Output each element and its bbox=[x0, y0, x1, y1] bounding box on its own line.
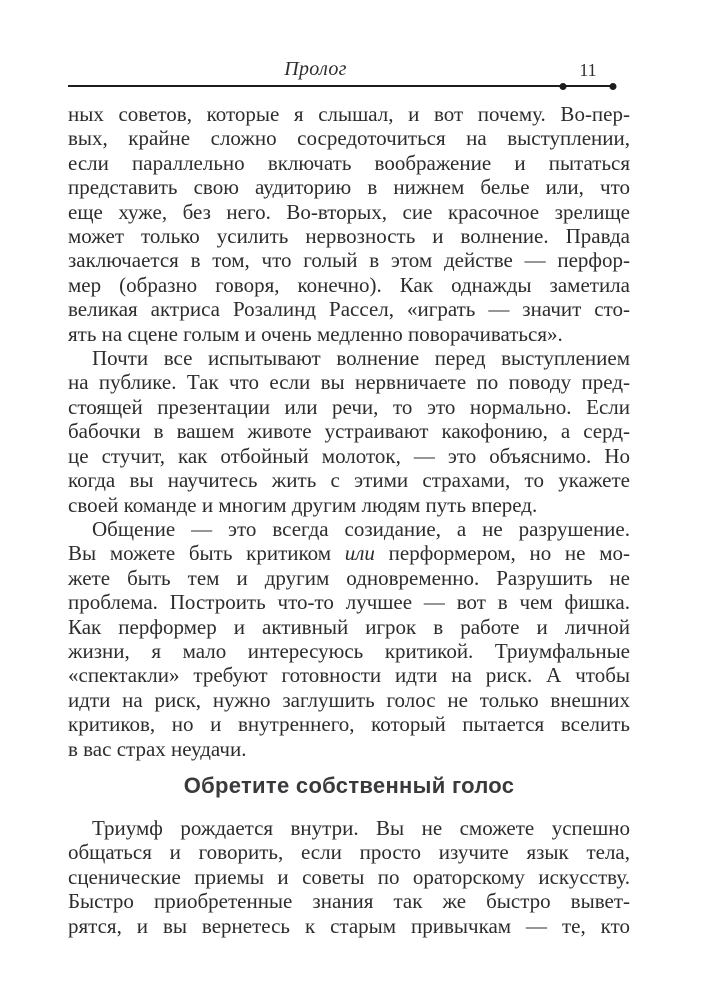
rule-dot-left bbox=[560, 83, 567, 90]
text-line: великая актриса Розалинд Рассел, «играть — значит сто- bbox=[68, 297, 630, 322]
text-line: рятся, и вы вернетесь к старым привычкам — те, кто bbox=[68, 913, 630, 938]
text-line: це стучит, как отбойный молоток, — это объяснимо. Но bbox=[68, 443, 630, 468]
paragraph bbox=[68, 816, 630, 938]
text-line: Почти все испытывают волнение перед выступлением bbox=[92, 346, 630, 371]
text-line: жете быть тем и другим одновременно. Разрушить не bbox=[68, 565, 630, 590]
text-line: критиков, но и внутреннего, который пытается вселить bbox=[68, 712, 630, 737]
text-line: может только усилить нервозность и волнение. Правда bbox=[68, 224, 630, 249]
text-line: «спектакли» требуют готовности идти на риск. А чтобы bbox=[68, 663, 630, 688]
paragraph bbox=[68, 346, 630, 517]
text-line: заключается в том, что голый в этом действе — перфор- bbox=[68, 248, 630, 273]
text-line: общаться и говорить, если просто изучите язык тела, bbox=[68, 840, 630, 865]
page-body bbox=[68, 102, 630, 938]
rule-dot-right bbox=[610, 83, 617, 90]
text-line: сценические приемы и советы по ораторскому искусству. bbox=[68, 864, 630, 889]
text-line: представить свою аудиторию в нижнем белье или, что bbox=[68, 175, 630, 200]
text-line: ять на сцене голым и очень медленно поворачиваться». bbox=[68, 321, 563, 346]
text-line: мер (образно говоря, конечно). Как однажды заметила bbox=[68, 272, 630, 297]
page-header bbox=[68, 54, 613, 87]
text-line: ных советов, которые я слышал, и вот почему. Во-пер- bbox=[68, 102, 630, 126]
text-line: если параллельно включать воображение и пытаться bbox=[68, 150, 630, 175]
page-number: 11 bbox=[579, 60, 597, 80]
text-line: Быстро приобретенные знания так же быстро вывет- bbox=[68, 889, 630, 914]
section-heading: Обретите собственный голос bbox=[183, 772, 515, 798]
text-line: жизни, я мало интересуюсь критикой. Триумфальные bbox=[68, 638, 630, 663]
text-line: Триумф рождается внутри. Вы не сможете успешно bbox=[92, 815, 630, 840]
text-line: Как перформер и активный игрок в работе и личной bbox=[68, 614, 630, 639]
text-line: своей команде и многим другим людям путь вперед. bbox=[68, 492, 538, 517]
text-line: еще хуже, без него. Во-вторых, сие красочное зрелище bbox=[68, 199, 630, 224]
text-line: когда вы научитесь жить с этими страхами, то укажете bbox=[68, 468, 630, 493]
text-line: на публике. Так что если вы нервничаете по поводу пред- bbox=[68, 370, 630, 395]
text-line: идти на риск, нужно заглушить голос не только внешних bbox=[68, 687, 630, 712]
paragraph bbox=[68, 102, 630, 346]
text-line: проблема. Построить что-то лучшее — вот в чем фишка. bbox=[68, 590, 630, 615]
text-line: Вы можете быть критиком или перформером, но не мо- bbox=[68, 541, 630, 566]
text-line: стоящей презентации или речи, то это нормально. Если bbox=[68, 394, 630, 419]
running-title: Пролог bbox=[284, 58, 347, 80]
paragraph bbox=[68, 517, 630, 761]
text-line: в вас страх неудачи. bbox=[68, 736, 247, 761]
text-line: Общение — это всегда созидание, а не разрушение. bbox=[92, 516, 630, 541]
text-line: вых, крайне сложно сосредоточиться на выступлении, bbox=[68, 126, 630, 151]
text-line: бабочки в вашем животе устраивают какофонию, а серд- bbox=[68, 419, 630, 444]
